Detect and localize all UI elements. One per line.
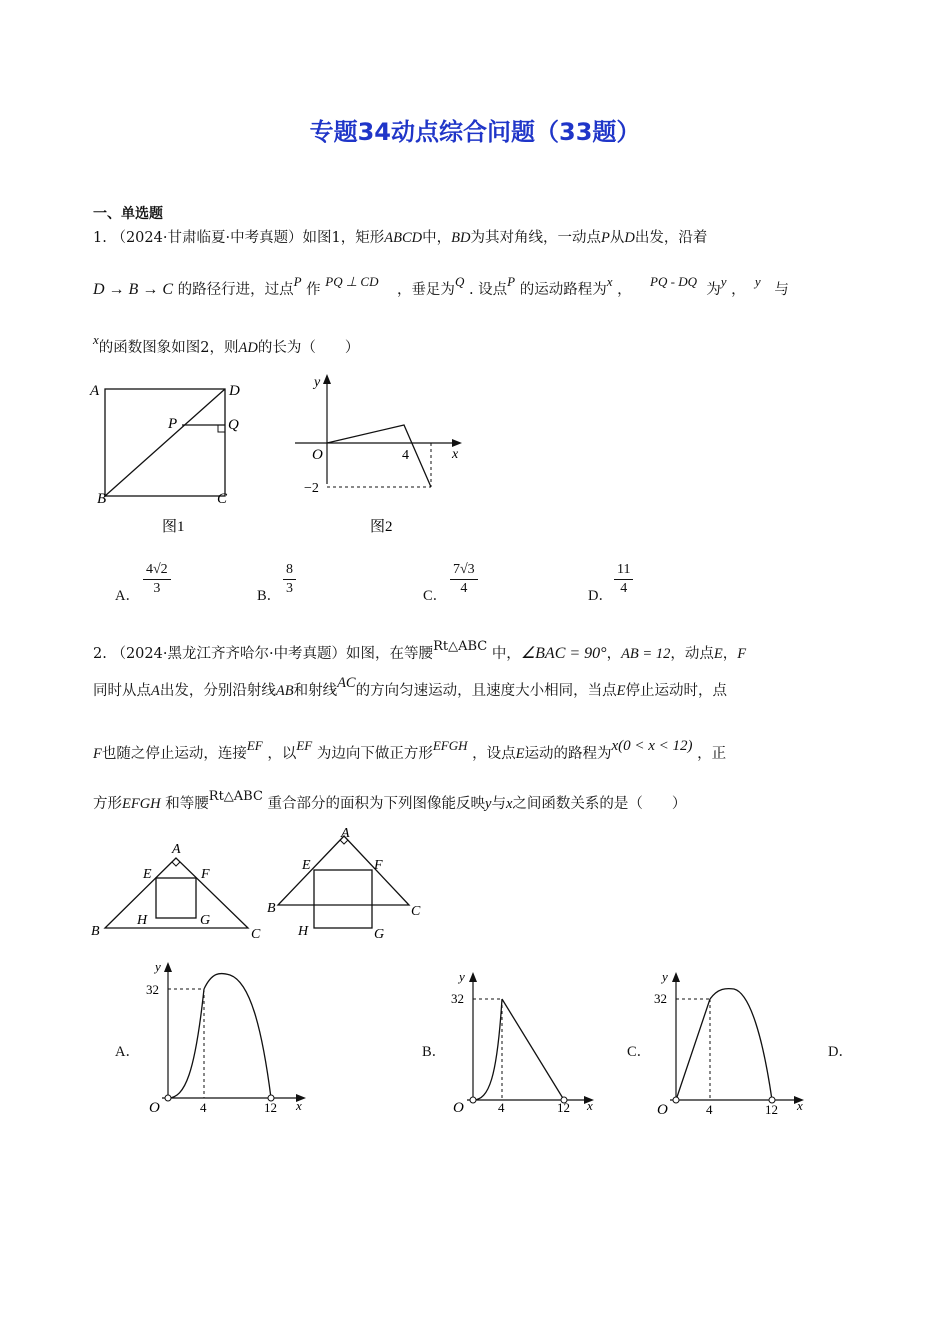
q2-line4: 方形EFGH 和等腰Rt△ABC 重合部分的面积为下列图像能反映y与x之间函数关系的是（ ）: [93, 789, 687, 812]
label-4: 4: [706, 1102, 713, 1117]
label-c: C: [411, 904, 421, 919]
label-f: F: [374, 858, 383, 873]
q1-figure2: [290, 370, 470, 545]
label-c: C: [251, 927, 261, 942]
label-x: x: [797, 1098, 803, 1113]
label-g: G: [374, 927, 385, 942]
curve-parabola-rise: [473, 999, 502, 1100]
curve-parabola-down: [204, 973, 271, 1098]
q1-option-b-label[interactable]: B．: [257, 588, 282, 604]
label-12: 12: [264, 1100, 277, 1115]
section-heading: 一、单选题: [93, 206, 163, 222]
label-12: 12: [557, 1100, 570, 1115]
q2-option-a-graph[interactable]: [140, 958, 320, 1120]
label-q: Q: [228, 417, 239, 433]
label-y: y: [459, 969, 465, 984]
q2-option-b-label[interactable]: B．: [422, 1044, 447, 1060]
open-circle-origin: [165, 1095, 171, 1101]
q1-option-c-fraction[interactable]: $\frac{7√3}{4}$: [450, 561, 478, 598]
q1-line1: 1. （2024·甘肃临夏·中考真题）如图1，矩形ABCD中，BD为其对角线，一动点P从D出发，沿着: [93, 230, 708, 246]
square-efgh: [156, 878, 196, 918]
q2-line2: 同时从点A出发，分别沿射线AB和射线AC的方向匀速运动，且速度大小相同，当点E停止运动时，点: [93, 675, 727, 699]
y-axis-arrow: [164, 962, 172, 972]
label-4: 4: [200, 1100, 207, 1115]
label-y: y: [155, 959, 161, 974]
q2-option-a-label[interactable]: A．: [115, 1044, 140, 1060]
label-b: B: [267, 901, 276, 916]
label-b: B: [97, 491, 107, 507]
q1-option-a-label[interactable]: A．: [115, 588, 140, 604]
open-circle-origin: [673, 1097, 679, 1103]
label-origin: O: [453, 1100, 464, 1116]
curve-parabola-rise: [168, 989, 204, 1098]
q1-line3: x的函数图象如图2，则AD的长为（ ）: [93, 332, 360, 356]
q1-line2: D → B → C 的路径行进，过点P 作 PQ ⊥ CD ，垂足为Q . 设点P 的运动路程为x ， PQ - DQ 为y ， y 与: [93, 274, 789, 298]
label-origin: O: [657, 1102, 668, 1118]
label-x: x: [452, 447, 459, 462]
label-4: 4: [498, 1100, 505, 1115]
label-32: 32: [146, 982, 159, 997]
label-c: C: [217, 491, 228, 507]
diagonal-bd: [105, 389, 225, 496]
label-p: P: [168, 416, 178, 432]
q1-option-b-fraction[interactable]: $\frac{8}{3}$: [283, 561, 296, 598]
label-h: H: [137, 913, 148, 928]
label-e: E: [143, 867, 152, 882]
open-circle-origin: [470, 1097, 476, 1103]
q2-option-c-graph[interactable]: [648, 968, 818, 1118]
figure2-caption: 图2: [370, 519, 393, 535]
y-axis-arrow: [323, 374, 331, 384]
q2-line1: 2. （2024·黑龙江齐齐哈尔·中考真题）如图，在等腰Rt△ABC 中，∠BAC = 90°，AB = 12，动点E，F: [93, 639, 747, 662]
label-32: 32: [451, 991, 464, 1006]
right-angle-mark: [218, 425, 225, 432]
label-d: D: [229, 383, 240, 399]
label-e: E: [302, 858, 311, 873]
label-origin: O: [149, 1100, 160, 1116]
x-axis-arrow: [452, 439, 462, 447]
label-x: x: [296, 1098, 302, 1113]
line-descend: [502, 999, 564, 1100]
label-y: y: [662, 969, 668, 984]
label-32: 32: [654, 991, 667, 1006]
label-origin: O: [312, 447, 323, 463]
line-rise: [676, 999, 710, 1100]
label-four: 4: [402, 448, 409, 463]
function-graph: [327, 425, 431, 487]
q2-option-c-label[interactable]: C．: [627, 1044, 652, 1060]
right-angle-mark: [172, 862, 180, 866]
y-axis-arrow: [469, 972, 477, 982]
label-b: B: [91, 924, 100, 939]
y-axis-arrow: [672, 972, 680, 982]
label-g: G: [200, 913, 211, 928]
label-h: H: [298, 924, 309, 939]
q1-option-d-label[interactable]: D．: [588, 588, 613, 604]
q1-option-a-fraction[interactable]: $\frac{4√2}{3}$: [143, 561, 171, 598]
label-12: 12: [765, 1102, 778, 1117]
curve-parabola-down: [710, 989, 772, 1100]
q2-option-b-graph[interactable]: [445, 968, 605, 1118]
q2-line3: F也随之停止运动，连接EF ，以EF 为边向下做正方形EFGH ，设点E运动的路程为x(0 < x < 12) ，正: [93, 738, 727, 762]
label-a: A: [341, 826, 350, 841]
q2-figure-large-square: [263, 825, 433, 945]
label-y: y: [314, 375, 321, 390]
label-a: A: [90, 383, 100, 399]
label-neg2: −2: [304, 481, 319, 496]
q2-option-d-label[interactable]: D．: [828, 1044, 853, 1060]
q1-figure1: [85, 375, 265, 545]
figure1-caption: 图1: [162, 519, 185, 535]
q1-option-d-fraction[interactable]: $\frac{11}{4}$: [614, 561, 633, 598]
page-title: 专题34动点综合问题（33题）: [309, 118, 641, 146]
label-a: A: [172, 842, 181, 857]
q1-option-c-label[interactable]: C．: [423, 588, 448, 604]
square-efgh: [314, 870, 372, 928]
q2-figure-small-square: [88, 838, 268, 948]
label-x: x: [587, 1098, 593, 1113]
label-f: F: [201, 867, 210, 882]
